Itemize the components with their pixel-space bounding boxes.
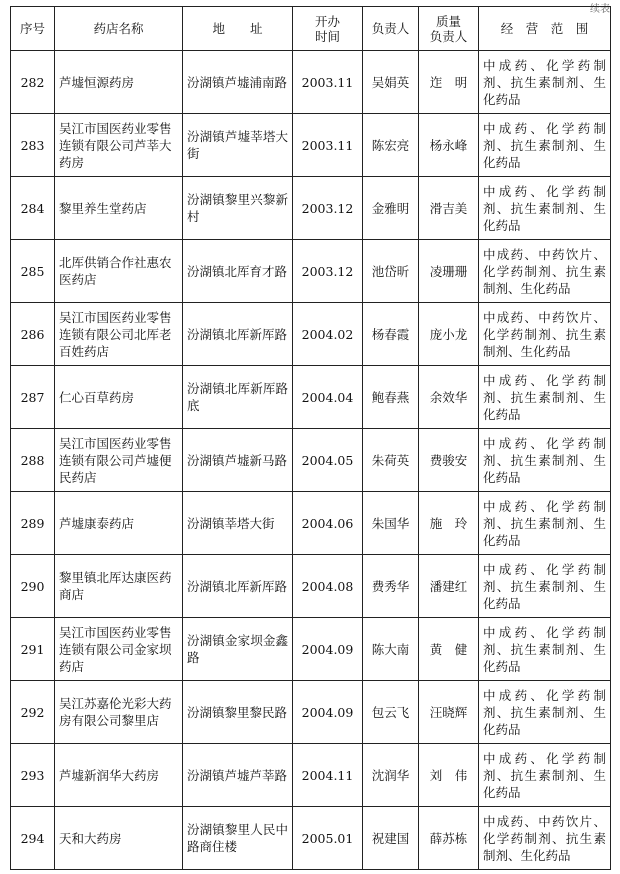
table-row (11, 492, 611, 555)
cell-scope: 中成药、中药饮片、化学药制剂、抗生素制剂、生化药品 (479, 240, 611, 303)
cell-opened: 2003.11 (293, 51, 363, 114)
cell-manager: 陈大南 (363, 618, 419, 681)
cell-quality: 凌珊珊 (419, 240, 479, 303)
table-row (11, 177, 611, 240)
cell-scope: 中成药、化学药制剂、抗生素制剂、生化药品 (479, 492, 611, 555)
cell-scope: 中成药、化学药制剂、抗生素制剂、生化药品 (479, 744, 611, 807)
cell-scope: 中成药、化学药制剂、抗生素制剂、生化药品 (479, 681, 611, 744)
header-address: 地 址 (183, 7, 293, 51)
cell-name: 吴江市国医药业零售连锁有限公司芦莘大药房 (55, 114, 183, 177)
cell-quality: 刘 伟 (419, 744, 479, 807)
cell-seq: 291 (11, 618, 55, 681)
header-seq: 序号 (11, 7, 55, 51)
table-row (11, 744, 611, 807)
cell-name: 吴江市国医药业零售连锁有限公司金家坝药店 (55, 618, 183, 681)
cell-manager: 祝建国 (363, 807, 419, 870)
cell-scope: 中成药、化学药制剂、抗生素制剂、生化药品 (479, 114, 611, 177)
table-header (11, 7, 611, 51)
table-row (11, 681, 611, 744)
header-name: 药店名称 (55, 7, 183, 51)
continued-note: 续表 (590, 4, 610, 15)
cell-quality: 施 玲 (419, 492, 479, 555)
cell-opened: 2004.04 (293, 366, 363, 429)
cell-manager: 包云飞 (363, 681, 419, 744)
cell-quality: 滑吉美 (419, 177, 479, 240)
cell-name: 北厍供销合作社惠农医药店 (55, 240, 183, 303)
cell-address: 汾湖镇北厍育才路 (183, 240, 293, 303)
cell-name: 芦墟康泰药店 (55, 492, 183, 555)
cell-opened: 2005.01 (293, 807, 363, 870)
cell-manager: 陈宏亮 (363, 114, 419, 177)
cell-address: 汾湖镇芦墟莘塔大街 (183, 114, 293, 177)
cell-name: 吴江市国医药业零售连锁有限公司北厍老百姓药店 (55, 303, 183, 366)
header-opened: 开办 时间 (293, 7, 363, 51)
cell-address: 汾湖镇金家坝金鑫路 (183, 618, 293, 681)
cell-seq: 294 (11, 807, 55, 870)
cell-manager: 鲍春燕 (363, 366, 419, 429)
cell-manager: 朱荷英 (363, 429, 419, 492)
cell-name: 芦墟新润华大药房 (55, 744, 183, 807)
cell-address: 汾湖镇芦墟浦南路 (183, 51, 293, 114)
cell-opened: 2004.05 (293, 429, 363, 492)
cell-opened: 2004.11 (293, 744, 363, 807)
cell-seq: 290 (11, 555, 55, 618)
cell-scope: 中成药、化学药制剂、抗生素制剂、生化药品 (479, 51, 611, 114)
cell-manager: 朱国华 (363, 492, 419, 555)
cell-quality: 庞小龙 (419, 303, 479, 366)
cell-seq: 292 (11, 681, 55, 744)
cell-address: 汾湖镇黎里人民中路商住楼 (183, 807, 293, 870)
cell-address: 汾湖镇北厍新厍路 (183, 303, 293, 366)
cell-seq: 289 (11, 492, 55, 555)
cell-name: 吴江苏嘉伦光彩大药房有限公司黎里店 (55, 681, 183, 744)
cell-quality: 潘建红 (419, 555, 479, 618)
cell-seq: 286 (11, 303, 55, 366)
cell-opened: 2004.09 (293, 618, 363, 681)
cell-address: 汾湖镇芦墟芦莘路 (183, 744, 293, 807)
table-row (11, 618, 611, 681)
cell-name: 芦墟恒源药房 (55, 51, 183, 114)
cell-name: 吴江市国医药业零售连锁有限公司芦墟便民药店 (55, 429, 183, 492)
cell-opened: 2003.11 (293, 114, 363, 177)
cell-opened: 2004.08 (293, 555, 363, 618)
cell-address: 汾湖镇北厍新厍路 (183, 555, 293, 618)
cell-seq: 287 (11, 366, 55, 429)
cell-quality: 杨永峰 (419, 114, 479, 177)
cell-scope: 中成药、中药饮片、化学药制剂、抗生素制剂、生化药品 (479, 807, 611, 870)
header-manager: 负责人 (363, 7, 419, 51)
table-row (11, 807, 611, 870)
cell-opened: 2004.06 (293, 492, 363, 555)
cell-quality: 黄 健 (419, 618, 479, 681)
cell-seq: 293 (11, 744, 55, 807)
table-body (11, 51, 611, 870)
cell-address: 汾湖镇黎里黎民路 (183, 681, 293, 744)
cell-manager: 金雅明 (363, 177, 419, 240)
table-row (11, 51, 611, 114)
cell-manager: 吴娟英 (363, 51, 419, 114)
cell-scope: 中成药、中药饮片、化学药制剂、抗生素制剂、生化药品 (479, 303, 611, 366)
cell-name: 黎里镇北厍达康医药商店 (55, 555, 183, 618)
cell-manager: 杨春霞 (363, 303, 419, 366)
cell-opened: 2004.02 (293, 303, 363, 366)
table-row (11, 240, 611, 303)
header-scope: 经 营 范 围 (479, 7, 611, 51)
cell-address: 汾湖镇黎里兴黎新村 (183, 177, 293, 240)
cell-quality: 薛苏栋 (419, 807, 479, 870)
cell-opened: 2004.09 (293, 681, 363, 744)
cell-quality: 费骏安 (419, 429, 479, 492)
header-quality: 质量 负责人 (419, 7, 479, 51)
cell-scope: 中成药、化学药制剂、抗生素制剂、生化药品 (479, 177, 611, 240)
table-row (11, 303, 611, 366)
cell-quality: 汪晓辉 (419, 681, 479, 744)
cell-address: 汾湖镇莘塔大街 (183, 492, 293, 555)
cell-scope: 中成药、化学药制剂、抗生素制剂、生化药品 (479, 618, 611, 681)
cell-manager: 池岱昕 (363, 240, 419, 303)
table-row (11, 114, 611, 177)
cell-name: 仁心百草药房 (55, 366, 183, 429)
cell-quality: 迮 明 (419, 51, 479, 114)
table-row (11, 366, 611, 429)
cell-opened: 2003.12 (293, 177, 363, 240)
cell-scope: 中成药、化学药制剂、抗生素制剂、生化药品 (479, 429, 611, 492)
cell-manager: 沈润华 (363, 744, 419, 807)
cell-manager: 费秀华 (363, 555, 419, 618)
cell-scope: 中成药、化学药制剂、抗生素制剂、生化药品 (479, 366, 611, 429)
cell-seq: 284 (11, 177, 55, 240)
cell-name: 黎里养生堂药店 (55, 177, 183, 240)
cell-address: 汾湖镇芦墟新马路 (183, 429, 293, 492)
cell-quality: 余效华 (419, 366, 479, 429)
table-row (11, 429, 611, 492)
cell-seq: 288 (11, 429, 55, 492)
cell-scope: 中成药、化学药制剂、抗生素制剂、生化药品 (479, 555, 611, 618)
cell-seq: 283 (11, 114, 55, 177)
cell-seq: 285 (11, 240, 55, 303)
cell-address: 汾湖镇北厍新厍路底 (183, 366, 293, 429)
cell-seq: 282 (11, 51, 55, 114)
cell-opened: 2003.12 (293, 240, 363, 303)
pharmacy-registry-table (10, 6, 611, 870)
table-row (11, 555, 611, 618)
cell-name: 天和大药房 (55, 807, 183, 870)
